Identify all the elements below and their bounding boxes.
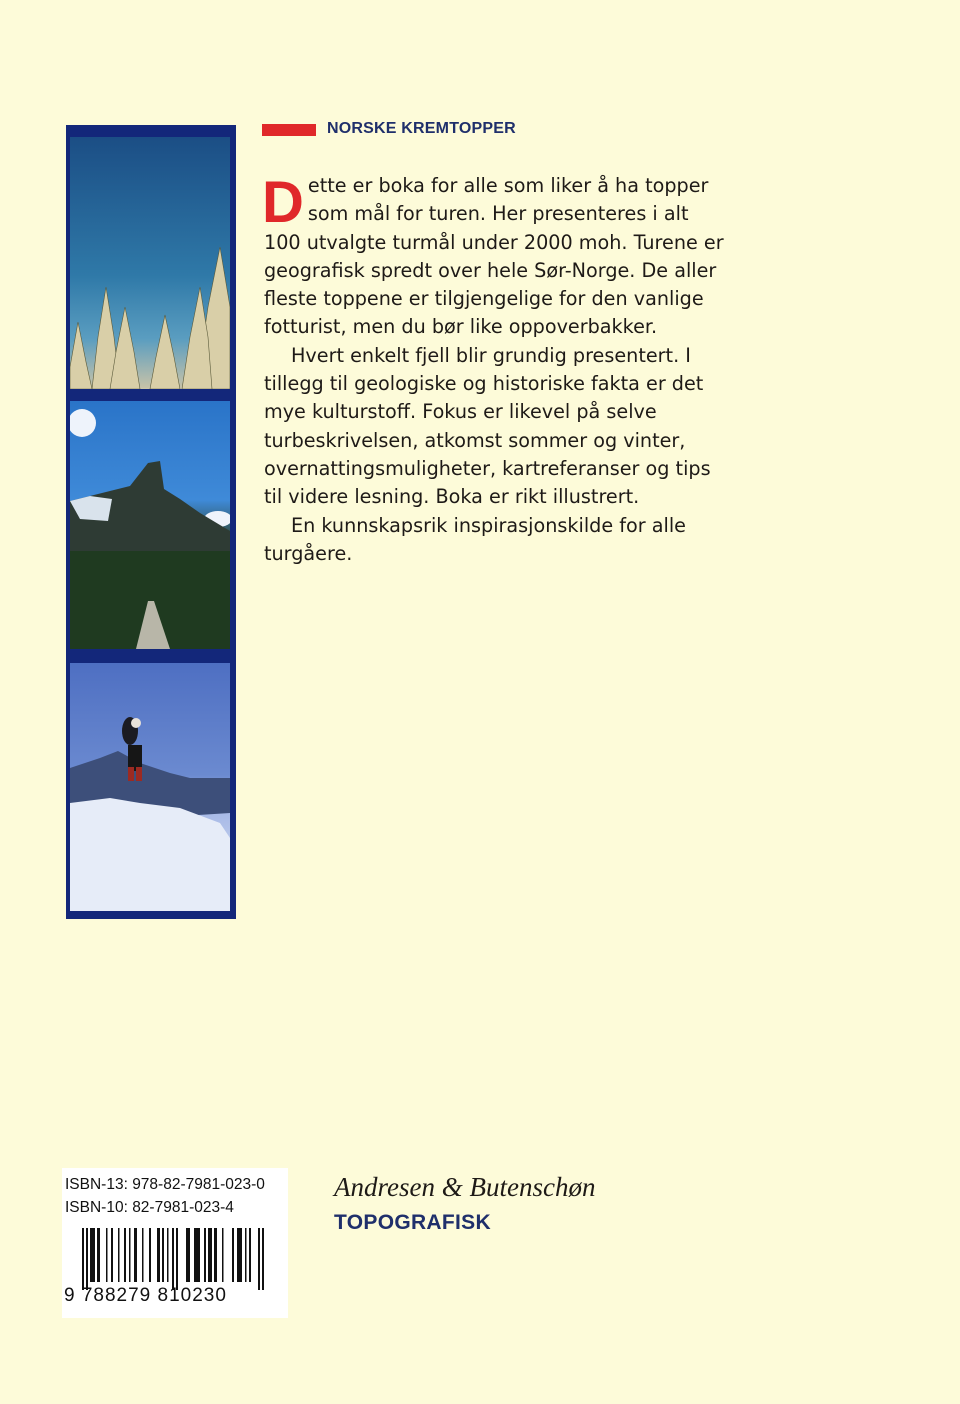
- paragraph-3: En kunnskapsrik inspirasjonskilde for alle turgåere.: [264, 513, 686, 565]
- isbn-barcode-box: [62, 1168, 288, 1318]
- photo-hiker-summit: [70, 663, 230, 911]
- paragraph-1: [264, 172, 724, 342]
- drop-cap: D: [262, 170, 304, 235]
- publisher-imprint: TOPOGRAFISK: [334, 1211, 491, 1234]
- isbn-13: ISBN-13: 978-82-7981-023-0: [65, 1176, 265, 1193]
- barcode-digits: 9 788279 810230: [64, 1285, 227, 1306]
- blurb-text: [264, 172, 724, 568]
- barcode-icon: [82, 1228, 267, 1290]
- publisher-name: Andresen & Butenschøn: [334, 1172, 596, 1202]
- photo-strip: [66, 125, 236, 919]
- photo-snowy-trees: [70, 137, 230, 389]
- isbn-10: ISBN-10: 82-7981-023-4: [65, 1199, 234, 1216]
- series-title: NORSKE KREMTOPPER: [327, 120, 516, 137]
- paragraph-1-text: ette er boka for alle som liker å ha topper som mål for turen. Her presenteres i alt 100 utvalgte turmål under 2000 moh. Turene er geografisk spredt over hele Sør-Norge. De aller fleste toppene er tilgjengelige for den vanlige fotturist, men du bør like oppoverbakker.: [264, 174, 724, 339]
- paragraph-2: Hvert enkelt fjell blir grundig presentert. I tillegg til geologiske og historiske fakta er det mye kulturstoff. Fokus er likevel på selve turbeskrivelsen, atkomst sommer og vinter, overnattingsmuligheter, kartreferanser og tips til videre lesning. Boka er rikt illustrert.: [264, 343, 711, 509]
- series-accent-bar: [262, 124, 316, 136]
- photo-mountain-road: [70, 401, 230, 649]
